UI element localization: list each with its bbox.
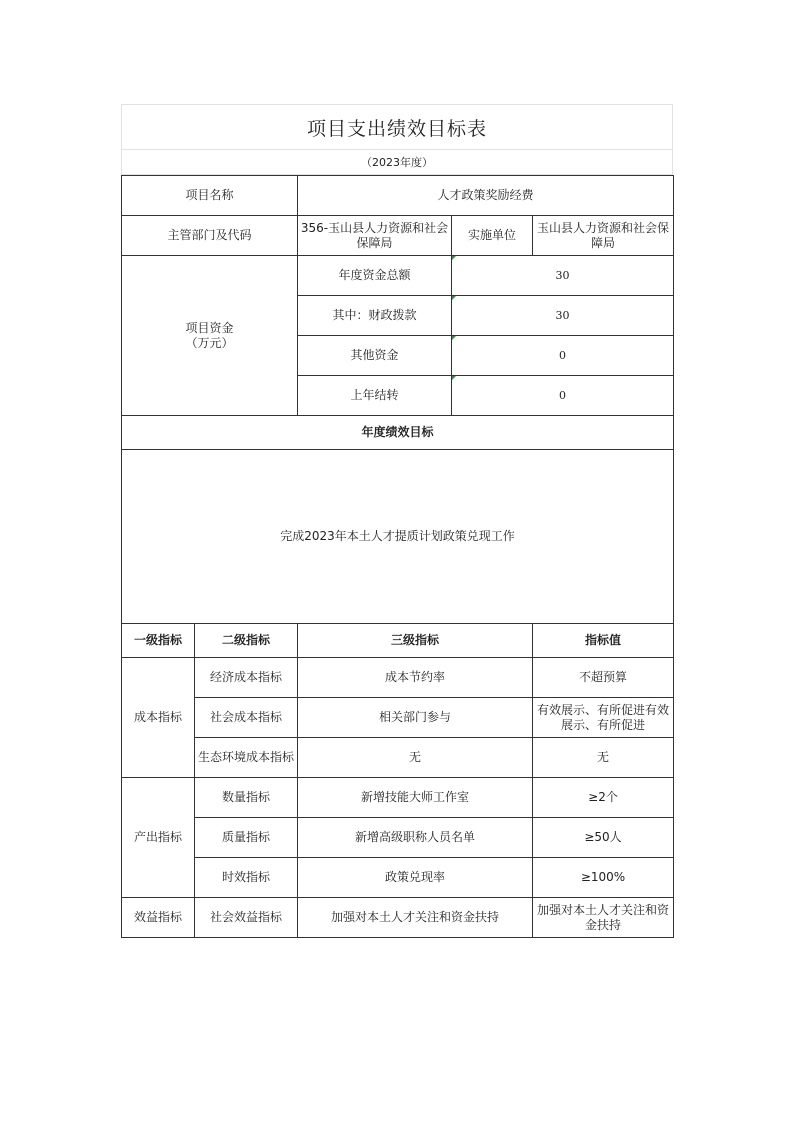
funds-item-label: 其他资金 [298,336,452,376]
goal-header: 年度绩效目标 [122,416,674,450]
department-row [122,216,674,256]
funds-item-value: 0 [452,376,674,416]
value-cell: 有效展示、有所促进有效展示、有所促进 [533,698,674,738]
funds-label-cell [122,256,298,416]
level2-cell: 时效指标 [195,858,298,898]
value-cell: ≥100% [533,858,674,898]
funds-item-value: 0 [452,336,674,376]
header-value: 指标值 [533,624,674,658]
project-name-row [122,176,674,216]
level3-cell: 成本节约率 [298,658,533,698]
level3-cell: 新增高级职称人员名单 [298,818,533,858]
goal-text-row [122,450,674,624]
indicator-row [122,658,674,698]
indicator-header-row [122,624,674,658]
funds-item-value: 30 [452,256,674,296]
indicator-row [122,698,674,738]
funds-item-label: 年度资金总额 [298,256,452,296]
indicator-row [122,858,674,898]
level2-cell: 生态环境成本指标 [195,738,298,778]
level3-cell: 相关部门参与 [298,698,533,738]
level2-cell: 社会成本指标 [195,698,298,738]
level3-cell: 新增技能大师工作室 [298,778,533,818]
goal-text: 完成2023年本土人才提质计划政策兑现工作 [122,450,674,624]
level2-cell: 数量指标 [195,778,298,818]
value-cell: 无 [533,738,674,778]
indicator-row [122,738,674,778]
performance-table [121,175,674,938]
level2-cell: 社会效益指标 [195,898,298,938]
header-level2: 二级指标 [195,624,298,658]
funds-item-value: 30 [452,296,674,336]
level2-cell: 质量指标 [195,818,298,858]
implementing-unit-value: 玉山县人力资源和社会保障局 [533,216,674,256]
level1-cost: 成本指标 [122,658,195,778]
level3-cell: 加强对本土人才关注和资金扶持 [298,898,533,938]
indicator-row [122,898,674,938]
department-label: 主管部门及代码 [122,216,298,256]
funds-item-label: 上年结转 [298,376,452,416]
value-cell: ≥50人 [533,818,674,858]
level1-benefit: 效益指标 [122,898,195,938]
indicator-row [122,818,674,858]
project-name-value: 人才政策奖励经费 [298,176,674,216]
performance-target-sheet [121,104,673,938]
project-name-label: 项目名称 [122,176,298,216]
funds-unit: （万元） [185,335,234,350]
header-level3: 三级指标 [298,624,533,658]
value-cell: 不超预算 [533,658,674,698]
funds-label: 项目资金 [185,320,234,335]
indicator-row [122,778,674,818]
goal-header-row [122,416,674,450]
funds-row [122,256,674,296]
level2-cell: 经济成本指标 [195,658,298,698]
header-level1: 一级指标 [122,624,195,658]
funds-item-label: 其中：财政拨款 [298,296,452,336]
level1-output: 产出指标 [122,778,195,898]
sheet-year: （2023年度） [121,149,673,175]
implementing-unit-label: 实施单位 [452,216,533,256]
sheet-title: 项目支出绩效目标表 [121,104,673,149]
level3-cell: 政策兑现率 [298,858,533,898]
value-cell: 加强对本土人才关注和资金扶持 [533,898,674,938]
level3-cell: 无 [298,738,533,778]
value-cell: ≥2个 [533,778,674,818]
department-value: 356-玉山县人力资源和社会保障局 [298,216,452,256]
